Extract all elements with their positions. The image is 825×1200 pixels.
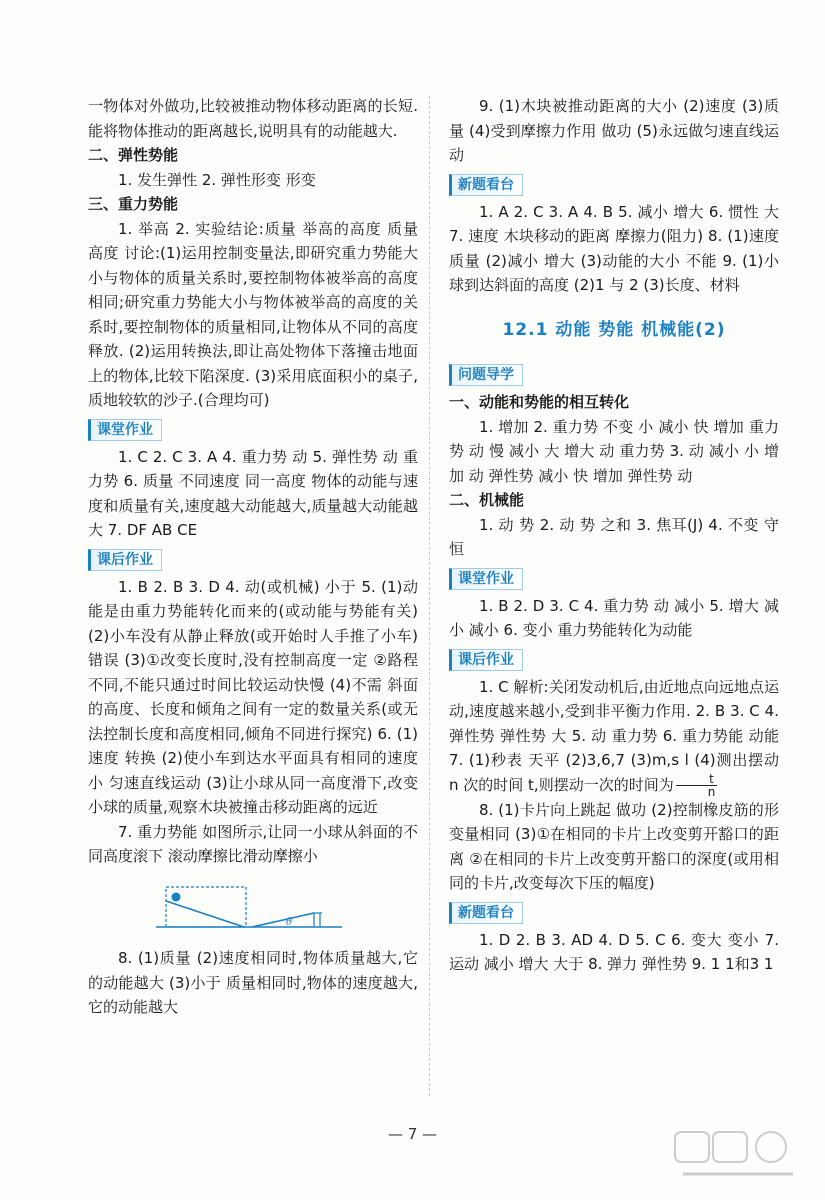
paragraph: 1. B 2. B 3. D 4. 动(或机械) 小于 5. (1)动能是由重力势能转化而来的(或动能与势能有关) (2)小车没有从静止释放(或开始时人手推了小车) 错误 (3)①改变长度时,没有控制高度一定 ②路程不同,不能只通过时间比较运动快慢 (4)不需 斜面的高度、长度和倾角之间有一定的数量关系(或无法控制长度和高度相同,倾角不同进行探究) 6. (1)速度 转换 (2)使小车到达水平面具有相同的速度 小 匀速直线运动 (3)让小球从同一高度滑下,改变小球的质量,观察木块被撞击移动距离的远近 [88, 577, 418, 816]
paragraph-text: 1. C 解析:关闭发动机后,由近地点向远地点运动,速度越来越小,受到非平衡力作用. 2. B 3. C 4. 弹性势 弹性势 大 5. 动 重力势 6. 重力势能 动能 7. (1)秒表 天平 (2)3,6,7 (3)m,s l (4)测出摆动 n 次的时间 t,则摆动一次的时间为 [449, 677, 779, 794]
paragraph: 1. 发生弹性 2. 弹性形变 形变 [118, 170, 316, 189]
angle-label: θ [286, 916, 293, 928]
fraction-denominator: n [707, 784, 716, 799]
paragraph: 1. 动 势 2. 动 势 之和 3. 焦耳(J) 4. 不变 守恒 [449, 515, 779, 558]
paragraph: 1. C 2. C 3. A 4. 重力势 动 5. 弹性势 动 重力势 6. 质量 不同速度 同一高度 物体的动能与速度和质量有关,速度越大动能越大,质量越大动能越大 7. DF AB CE [88, 447, 418, 539]
section-tag: 新题看台 [449, 174, 523, 196]
column-divider [429, 96, 430, 1096]
section-heading: 三、重力势能 [88, 195, 179, 213]
section-tag: 课堂作业 [88, 419, 162, 441]
section-heading: 一、动能和势能的相互转化 [449, 393, 630, 411]
ball [172, 892, 181, 901]
paragraph [449, 675, 779, 798]
chapter-title: 12.1 动能 势能 机械能(2) [502, 319, 726, 340]
incline-figure [152, 883, 418, 941]
paragraph: 8. (1)质量 (2)速度相同时,物体质量越大,它的动能越大 (3)小于 质量相同时,物体的速度越大,它的动能越大 [88, 949, 418, 1016]
page-number: — 7 — [387, 1125, 438, 1143]
section-heading: 二、弹性势能 [88, 146, 179, 164]
paragraph: 1. D 2. B 3. AD 4. D 5. C 6. 变大 变小 7. 运动 减小 增大 大于 8. 弹力 弹性势 9. 1 1和3 1 [449, 930, 779, 973]
paragraph: 一物体对外做功,比较被推动物体移动距离的长短.能将物体推动的距离越长,说明具有的动能越大. [88, 97, 418, 140]
paragraph: 8. (1)卡片向上跳起 做功 (2)控制橡皮筋的形变量相同 (3)①在相同的卡片上改变剪开豁口的距离 ②在相同的卡片上改变剪开豁口的深度(或用相同的卡片,改变每次下压的幅度) [449, 800, 779, 892]
paragraph: 1. A 2. C 3. A 4. B 5. 减小 增大 6. 惯性 大 7. 速度 木块移动的距离 摩擦力(阻力) 8. (1)速度 质量 (2)减小 增大 (3)动能的大小 不能 9. (1)小球到达斜面的高度 (2)1 与 2 (3)长度、材料 [449, 202, 779, 294]
section-tag: 新题看台 [449, 902, 523, 924]
section-tag: 课后作业 [88, 549, 162, 571]
section-tag: 问题导学 [449, 364, 523, 386]
section-heading: 二、机械能 [449, 491, 525, 509]
section-tag: 课后作业 [449, 649, 523, 671]
paragraph: 1. 举高 2. 实验结论:质量 举高的高度 质量 高度 讨论:(1)运用控制变量法,即研究重力势能大小与物体的质量关系时,要控制物体被举高的高度相同;研究重力势能大小与物体被举高的高度的关系时,要控制物体的质量相同,让物体从不同的高度释放. (2)运用转换法,即让高处物体下落撞击地面上的物体,比较下陷深度. (3)采用底面积小的桌子,质地较软的沙子.(合理均可) [88, 219, 418, 409]
incline-diagram [152, 883, 352, 933]
paragraph: 9. (1)木块被推动距离的大小 (2)速度 (3)质量 (4)受到摩擦力作用 做功 (5)永远做匀速直线运动 [449, 97, 779, 164]
fraction [676, 773, 718, 798]
paragraph: 1. B 2. D 3. C 4. 重力势 动 减小 5. 增大 减小 减小 6. 变小 重力势能转化为动能 [449, 596, 779, 639]
paragraph: 1. 增加 2. 重力势 不变 小 减小 快 增加 重力势 动 慢 减小 大 增大 动 重力势 3. 动 减小 小 增加 动 弹性势 减小 快 增加 弹性势 动 [449, 417, 779, 485]
right-column [449, 94, 779, 977]
fraction-numerator: t [676, 773, 718, 786]
incline-left [166, 901, 244, 927]
watermark-logo [673, 1128, 803, 1182]
paragraph: 7. 重力势能 如图所示,让同一小球从斜面的不同高度滚下 滚动摩擦比滑动摩擦小 [88, 822, 418, 865]
section-tag: 课堂作业 [449, 568, 523, 590]
incline-right [252, 913, 314, 927]
left-column [88, 94, 418, 1020]
